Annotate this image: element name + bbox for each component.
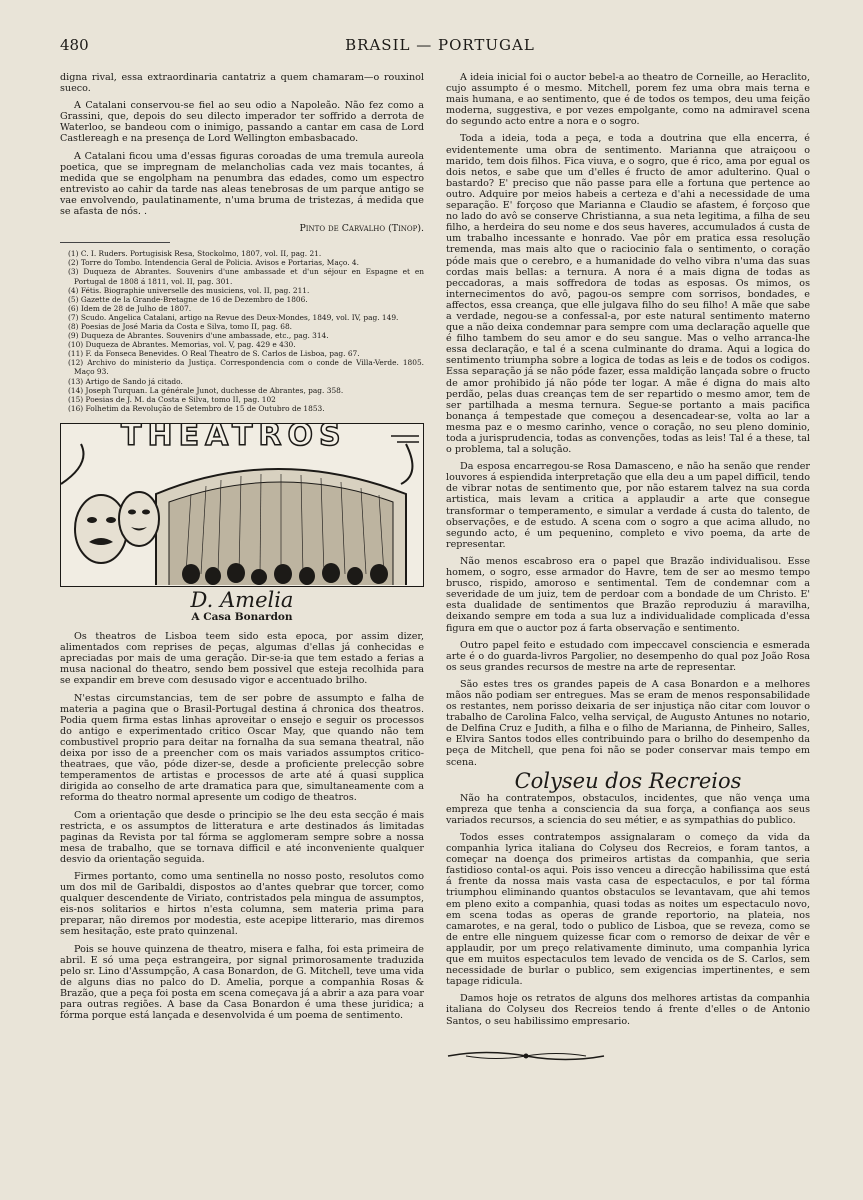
paragraph: Os theatros de Lisboa teem sido esta epoca, por assim dizer, alimentados com reprises de peças, algumas d'ellas já conhecidas e apreciadas por mais de uma geração. Dir-se-ia que tem estado a ferias a musa nacional do theatro, sendo bem possivel que esteja recolhida para se expandir em breve com desusado vigor e accentuado brilho. (60, 631, 424, 687)
footnote: (3) Duqueza de Abrantes. Souvenirs d'une ambassade et d'un séjour en Espagne et en Portugal de 1808 á 1811, vol. II, pag. 301. (68, 267, 424, 286)
paragraph: Firmes portanto, como uma sentinella no nosso posto, resolutos como um dos mil de Garibaldi, dispostos ao d'antes quebrar que torcer, como qualquer descendente de Viriato, contristados pela mingua de assumptos, eis-nos solitarios e hirtos n'esta columna, sem materia prima para preparar, não diremos por modestia, este acepipe litterario, mas diremos sem hesitação, este prato quinzenal. (60, 870, 424, 938)
paragraph: N'estas circumstancias, tem de ser pobre de assumpto e falha de materia a pagina que o Brasil-Portugal destina á chronica dos theatros. Podia quem firma estas linhas aproveitar o ensejo e seguir os processos do antigo e experimentado critico Oscar May, que quando não tem combustivel proprio para deitar na fornalha da sua semana theatral, não deixa por isso de a preencher com os mais variados assumptos critico-theatraes, que vão, póde dizer-se, desde a proficiente prelecção sobre temperamentos de artistas e processos de arte até á quasi supplica dirigida ao conselho de arte dramatica para que, simultaneamente com a reforma do theatro normal apresente um codigo de theatros. (60, 692, 424, 804)
paragraph: A Catalani ficou uma d'essas figuras coroadas de uma tremula aureola poetica, que se impregnam de melancholias cada vez mais tocantes, á medida que se engolpham na penumbra das edades, como um espectro entrevisto ao cahir da tarde nas aleas tenebrosas de um parque antigo se vae envolvendo, paulatinamente, n'uma bruma de tristezas, á medida que se afasta de nós. . (60, 150, 424, 218)
paragraph: A Catalani conservou-se fiel ao seu odio a Napoleão. Não fez como a Grassini, que, depois do seu dilecto imperador ter soffrido a derrota de Waterloo, se bandeou com o inimigo, passando a cantar em casa de Lord Castlereagh e na presença de Lord Wellington embasbacado. (60, 100, 424, 145)
paragraph: Toda a ideia, toda a peça, e toda a doutrina que ella encerra, é evidentemente uma obra de sentimento. Marianna que atraiçoou o marido, tem dois filhos. Fica viuva, e o sogro, que é rico, ama por egual os dois netos, e sabe que um d'elles é fructo de amor adulterino. Qual o bastardo? E' preciso que não passe para elle a fortuna que pertence ao outro. Adquire por meios habeis a certeza e d'ahi a necessidade de uma separação. E' forçoso que Marianna e Claudio se afastem, é forçoso que no lado do avô se conserve Christianna, a sua neta legitima, a filha de seu filho, a herdeira do seu nome e dos seus haveres, accumulados á custa de um trabalho incessante e honrado. Vae pôr em pratica essa resolução tremenda, mas mais alto que o raciocinio fala o sentimento, o coração póde mais que o cerebro, e a humanidade do velho vibra n'uma das suas cordas mais bellas: a ternura. A nora é a mais digna de todas as peccadoras, a mais soffredora de todas as esposas. Os mimos, os internecimentos do avô, pagou-os sempre com sorrisos, bondades, e affectos, essa creança, que elle julgava filho do seu filho! A mãe que sabe a verdade, negou-se a confessal-a, por este natural sentimento materno que a não deixa condemnar para sempre com uma declaração aquelle que é filho tambem do seu amor e do seu sangue. Mas o velho arranca-lhe essa declaração, e tal é a scena culminante do drama. Aqui a logica do sentimento triumpha sobre a logica de todas as leis e de todos os codigos. Essa separação já se não póde fazer, essa maldição lançada sobre o fructo de amor prohibido já não póde ter logar. A mãe é digna do mais alto perdão, pelas duas creanças tem de ser repartido o mesmo amor, tem de ser partilhada a mesma ternura. Segue-se portanto a mais pacifica bonança á tempestade que começou a desencadear-se, volta ao lar a mesma paz e o mesmo carinho, vence o coração, no seu pleno dominio, toda a jurisprudencia, todas as convenções, todas as leis! Tal é a these, tal o problema, tal a solução. (446, 133, 810, 456)
footnote: (15) Poesias de J. M. da Costa e Silva, tomo II, pag. 102 (68, 394, 276, 404)
footnotes (60, 249, 424, 413)
paragraph: Da esposa encarregou-se Rosa Damasceno, e não ha senão que render louvores á espiendida interpretação que ella deu a um papel difficil, tendo de vibrar notas de sentimento que, por não estarem talvez na sua corda artistica, mais levam a critica a applaudir a arte que consegue transformar o temperamento, e simular a verdade á custa do talento, de observações, e de estudo. A scena com o sogro a que acima alludo, no segundo acto, é um pequenino, completo e vivo poema, da arte de representar. (446, 461, 810, 550)
right-column (446, 72, 810, 1068)
paragraph: Não menos escabroso era o papel que Brazão individualisou. Esse homem, o sogro, esse armador do Havre, tem de ser ao mesmo tempo brusco, rispido, amoroso e sentimental. Tem de condemnar com a severidade de um juiz, tem de perdoar com a bondade de um Christo. E' esta dualidade de sentimentos que Brazão reproduziu á maravilha, deixando sempre em toda a sua luz a individualidade complicada d'essa figura em que o auctor poz á farta observação e sentimento. (446, 555, 810, 634)
theatros-illustration (60, 423, 424, 587)
banner-title: THEATROS (121, 422, 347, 453)
footnote-divider (60, 242, 170, 243)
footnote: (13) Artigo de Sando já citado. (68, 376, 183, 386)
end-ornament (446, 1047, 606, 1065)
footnote: (14) Joseph Turquan. La générale Junot, duchesse de Abrantes, pag. 358. (68, 385, 344, 395)
footnote: (6) Idem de 28 de Julho de 1807. (68, 303, 192, 313)
paragraph: Com a orientação que desde o principio se lhe deu esta secção é mais restricta, e os assumptos de litteratura e arte destinados ás limitadas paginas da Revista por tal fórma se agglomeram sempre sobre a nossa mesa de trabalho, que se tornava difficil e até inconveniente qualquer desvio da orientação seguida. (60, 809, 424, 865)
footnote: (7) Scudo. Angelica Catalani, artigo na Revue des Deux-Mondes, 1849, vol. IV, pag. 149. (68, 312, 399, 322)
left-column (60, 72, 424, 1027)
footnote: (10) Duqueza de Abrantes. Memorias, vol. V, pag. 429 e 430. (68, 340, 296, 350)
footnote: (2) Torre do Tombo. Intendencia Geral de Policia. Avisos e Portarias, Maço. 4. (68, 258, 359, 268)
paragraph: São estes tres os grandes papeis de A casa Bonardon e a melhores mãos não podiam ser entregues. Mas se eram de menos responsabilidade os restantes, nem porisso deixaria de ser injustiça não citar com louvor o trabalho de Carolina Falco, velha serviçal, de Augusto Antunes no notario, de Delfina Cruz e Judith, a filha e o filho de Marianna, de Pinheiro, Salles, e Elvira Santos todos elles contribuindo para o brilho do desempenho da peça de Mitchell, que pena foi não se poder conservar mais tempo em scena. (446, 678, 810, 768)
paragraph: Damos hoje os retratos de alguns dos melhores artistas da companhia italiana do Colyseu dos Recreios tendo á frente d'elles o de Antonio Santos, o seu habilissimo empresario. (446, 993, 810, 1027)
section-title: D. Amelia (190, 587, 294, 612)
paragraph: digna rival, essa extraordinaria cantatriz a quem chamaram—o rouxinol sueco. (60, 72, 424, 95)
footnote: (5) Gazette de la Grande-Bretagne de 16 de Dezembro de 1806. (68, 294, 308, 304)
footnote: (11) F. da Fonseca Benevides. O Real Theatro de S. Carlos de Lisboa, pag. 67. (68, 349, 360, 359)
footnote: (9) Duqueza de Abrantes. Souvenirs d'une ambassade, etc., pag. 314. (68, 331, 329, 341)
running-title: BRASIL — PORTUGAL (345, 36, 535, 54)
paragraph: Não ha contratempos, obstaculos, incidentes, que não vença uma empreza que tenha a consciencia da sua força, a confiança aos seus variados recursos, a sciencia do seu métier, e as sympathias do publico. (446, 792, 810, 826)
paragraph: A ideia inicial foi o auctor bebel-a ao theatro de Corneille, ao Heraclito, cujo assumpto é o mesmo. Mitchell, porem fez uma obra mais terna e mais humana, e ao sentimento, que é de todos os tempos, deu uma feição moderna, suggestiva, e por vezes empolgante, como na admiravel scena do segundo acto entre a nora e o sogro. (446, 72, 810, 128)
footnote: (8) Poesias de José Maria da Costa e Silva, tomo II, pag. 68. (68, 321, 293, 331)
author-signature: Pinto de Carvalho (Tinop). (299, 223, 424, 235)
footnote: (12) Archivo do ministerio da Justiça. Correspondencia com o conde de Villa-Verde. 1805. Maço 93. (68, 358, 424, 377)
paragraph: Pois se houve quinzena de theatro, misera e falha, foi esta primeira de abril. E só uma peça estrangeira, por signal primorosamente traduzida pelo sr. Lino d'Assumpção, A casa Bonardon, de G. Mitchell, teve uma vida de alguns dias no palco do D. Amelia, porque a companhia Rosas & Brazão, que a peça foi posta em scena começava já a abrir a aza para voar para outras regiões. A base da Casa Bonardon é uma these juridica; a fórma porque está lançada e desenvolvida é um poema de sentimento. (60, 943, 424, 1022)
page-header (60, 36, 820, 58)
paragraph: Outro papel feito e estudado com impeccavel consciencia e esmerada arte é o do guarda-livros Pargolier, no desempenho do qual poz João Rosa os seus grandes recursos de mestre na arte de representar. (446, 639, 810, 673)
section-title: Colyseu dos Recreios (514, 768, 742, 793)
page-number: 480 (60, 36, 89, 54)
footnote: (16) Folhetim da Revolução de Setembro de 15 de Outubro de 1853. (68, 403, 325, 413)
footnote: (4) Fétis. Biographie universelle des musiciens, vol. II, pag. 211. (68, 285, 310, 295)
section-subtitle: A Casa Bonardon (191, 611, 293, 623)
footnote: (1) C. I. Ruders. Portugisisk Resa, Stockolmo, 1807, vol. II, pag. 21. (68, 249, 322, 259)
paragraph: Todos esses contratempos assignalaram o começo da vida da companhia lyrica italiana do Colyseu dos Recreios, e foram tantos, a começar na doença dos primeiros artistas da companhia, que seria fastidioso contal-os aqui. Pois isso venceu a direcção habilissima que está á frente da nossa mais vasta casa de espectaculos, e por tal fórma triumphou eliminando quantos obstaculos se levantavam, que ahi temos em pleno exito a companhia, quasi todas as noites um espectaculo novo, em scena todas as operas de grande reportorio, na plateia, nos camarotes, e na geral, todo o publico de Lisboa, que se reveza, como se de entre elle ninguem quizesse ficar com o remorso de deixar de vêr e applaudir, por um preço relativamente diminuto, uma companhia lyrica que em muitos espectaculos tem levado de vencida os de S. Carlos, sem necessidade de burlar o publico, sem exigencias impertinentes, e sem tapage ridicula. (446, 832, 810, 988)
